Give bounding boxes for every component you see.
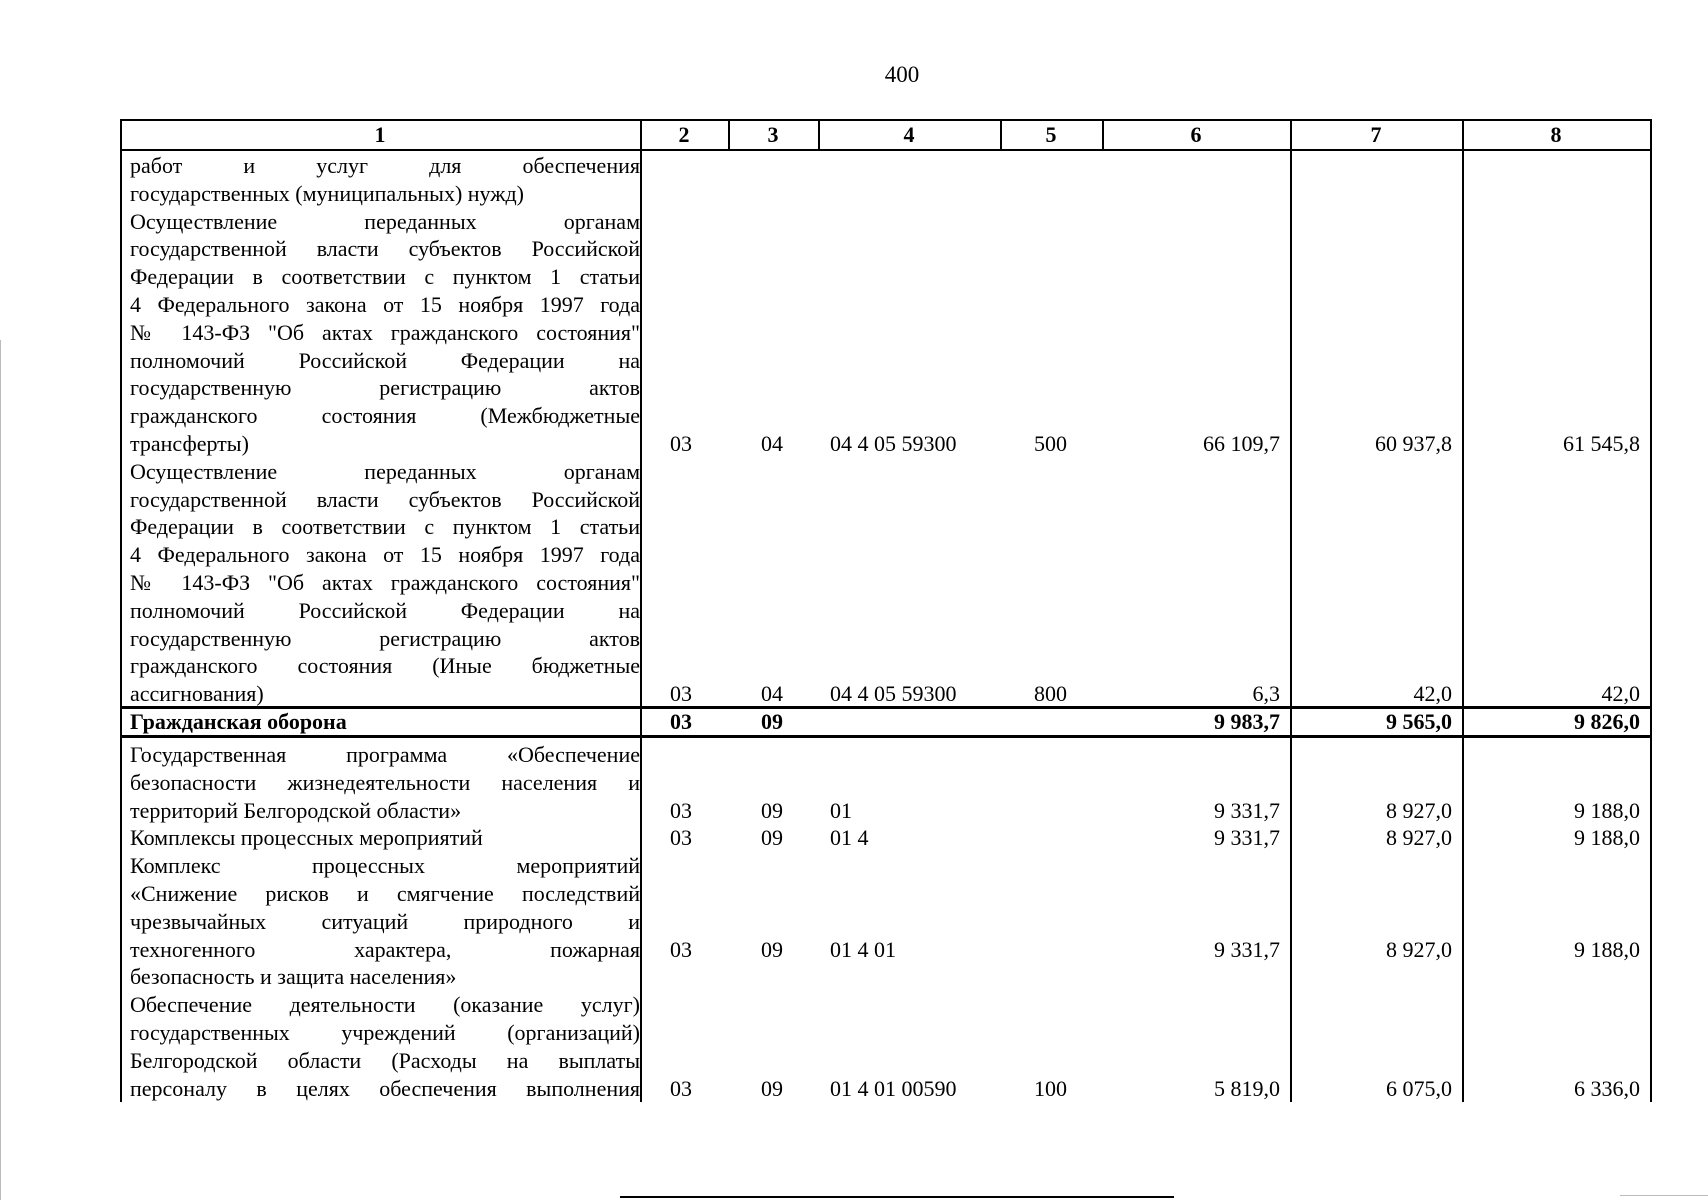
text-line: безопасности жизнедеятельности населения и (130, 769, 640, 795)
header-col-2: 2 (678, 122, 690, 147)
cell-target-article: 04 4 05 59300 (830, 431, 957, 456)
text-line: государственной власти субъектов Российской (130, 236, 640, 262)
cell-subsection: 09 (761, 825, 783, 850)
text-line: ассигнования) (130, 681, 264, 707)
cell-section: 03 (670, 798, 692, 823)
cell-target-article: 01 (830, 798, 852, 823)
cell-amount-6: 9 331,7 (1214, 825, 1280, 850)
header-col-3: 3 (767, 122, 779, 147)
scan-artifact-line (1620, 1195, 1708, 1196)
text-line: государственных (муниципальных) нужд) (130, 180, 524, 206)
text-line: № 143-ФЗ "Об актах гражданского состояния" (130, 569, 640, 595)
table-right-border (1650, 119, 1652, 1102)
cell-subsection: 09 (761, 1076, 783, 1101)
header-bottom-border (120, 149, 1652, 151)
text-line: чрезвычайных ситуаций природного и (130, 908, 640, 934)
text-line: Осуществление переданных органам (130, 208, 640, 234)
cell-amount-7: 6 075,0 (1386, 1076, 1452, 1101)
budget-table (120, 119, 1652, 1102)
cell-target-article: 01 4 (830, 825, 869, 850)
text-line: государственных учреждений (организаций) (130, 1019, 640, 1045)
cell-amount-8: 6 336,0 (1574, 1076, 1640, 1101)
cell-target-article: 01 4 01 00590 (830, 1076, 957, 1101)
cell-section: 03 (670, 681, 692, 706)
block1-description (130, 152, 640, 708)
cell-amount-6: 9 331,7 (1214, 937, 1280, 962)
text-line: «Снижение рисков и смягчение последствий (130, 880, 640, 906)
text-line: полномочий Российской Федерации на (130, 597, 640, 623)
text-line: Федерации в соответствии с пунктом 1 статьи (130, 514, 640, 540)
cell-amount-7: 9 565,0 (1386, 709, 1452, 734)
section-title: Гражданская оборона (130, 709, 347, 734)
cell-amount-7: 42,0 (1413, 681, 1452, 706)
header-col-8: 8 (1550, 122, 1562, 147)
cell-amount-7: 8 927,0 (1386, 825, 1452, 850)
header-col-7: 7 (1370, 122, 1382, 147)
cell-target-article: 01 4 01 (830, 937, 896, 962)
block2-description (130, 741, 640, 1102)
text-line: Государственная программа «Обеспечение (130, 742, 640, 767)
text-line: Комплексы процессных мероприятий (130, 825, 483, 851)
text-line: персоналу в целях обеспечения выполнения (130, 1075, 640, 1101)
cell-subsection: 09 (761, 798, 783, 823)
text-line: работ и услуг для обеспечения (130, 153, 640, 178)
text-line: гражданского состояния (Иные бюджетные (130, 653, 640, 679)
cell-subsection: 09 (761, 709, 783, 734)
cell-amount-6: 5 819,0 (1214, 1076, 1280, 1101)
cell-amount-8: 9 188,0 (1574, 798, 1640, 823)
text-line: Белгородской области (Расходы на выплаты (130, 1047, 640, 1073)
text-line: государственную регистрацию актов (130, 375, 640, 401)
scan-artifact-line (620, 1196, 1174, 1198)
cell-section: 03 (670, 1076, 692, 1101)
cell-expense-type: 800 (1034, 681, 1067, 706)
cell-expense-type: 500 (1034, 431, 1067, 456)
cell-subsection: 04 (761, 431, 783, 456)
col-divider-1-2 (640, 119, 642, 1102)
cell-section: 03 (670, 709, 692, 734)
header-col-4: 4 (903, 122, 915, 147)
text-line: Обеспечение деятельности (оказание услуг) (130, 992, 640, 1018)
scan-artifact-edge (0, 340, 1, 1200)
cell-amount-6: 6,3 (1252, 681, 1280, 706)
cell-amount-8: 42,0 (1601, 681, 1640, 706)
text-line: Федерации в соответствии с пунктом 1 статьи (130, 264, 640, 290)
cell-section: 03 (670, 431, 692, 456)
cell-subsection: 04 (761, 681, 783, 706)
text-line: трансферты) (130, 430, 249, 456)
text-line: 4 Федерального закона от 15 ноября 1997 года (130, 542, 640, 568)
header-col-5: 5 (1045, 122, 1057, 147)
cell-amount-6: 9 983,7 (1214, 709, 1280, 734)
cell-section: 03 (670, 825, 692, 850)
cell-subsection: 09 (761, 937, 783, 962)
text-line: гражданского состояния (Межбюджетные (130, 403, 640, 429)
cell-expense-type: 100 (1034, 1076, 1067, 1101)
cell-amount-6: 9 331,7 (1214, 798, 1280, 823)
text-line: государственную регистрацию актов (130, 625, 640, 651)
cell-section: 03 (670, 937, 692, 962)
table-left-border (120, 119, 122, 1102)
text-line: полномочий Российской Федерации на (130, 347, 640, 373)
page-number: 400 (884, 62, 920, 87)
cell-amount-6: 66 109,7 (1203, 431, 1280, 456)
text-line: территорий Белгородской области» (130, 797, 462, 823)
text-line: техногенного характера, пожарная (130, 936, 640, 962)
text-line: государственной власти субъектов Российской (130, 486, 640, 512)
cell-amount-8: 9 826,0 (1574, 709, 1640, 734)
cell-amount-8: 61 545,8 (1563, 431, 1640, 456)
header-col-1: 1 (374, 122, 386, 147)
cell-amount-8: 9 188,0 (1574, 937, 1640, 962)
text-line: 4 Федерального закона от 15 ноября 1997 года (130, 291, 640, 317)
header-col-6: 6 (1190, 122, 1202, 147)
cell-amount-7: 60 937,8 (1375, 431, 1452, 456)
cell-target-article: 04 4 05 59300 (830, 681, 957, 706)
text-line: № 143-ФЗ "Об актах гражданского состояния" (130, 319, 640, 345)
cell-amount-7: 8 927,0 (1386, 798, 1452, 823)
text-line: Осуществление переданных органам (130, 458, 640, 484)
text-line: Комплекс процессных мероприятий (130, 853, 640, 879)
cell-amount-7: 8 927,0 (1386, 937, 1452, 962)
text-line: безопасность и защита населения» (130, 964, 457, 990)
cell-amount-8: 9 188,0 (1574, 825, 1640, 850)
